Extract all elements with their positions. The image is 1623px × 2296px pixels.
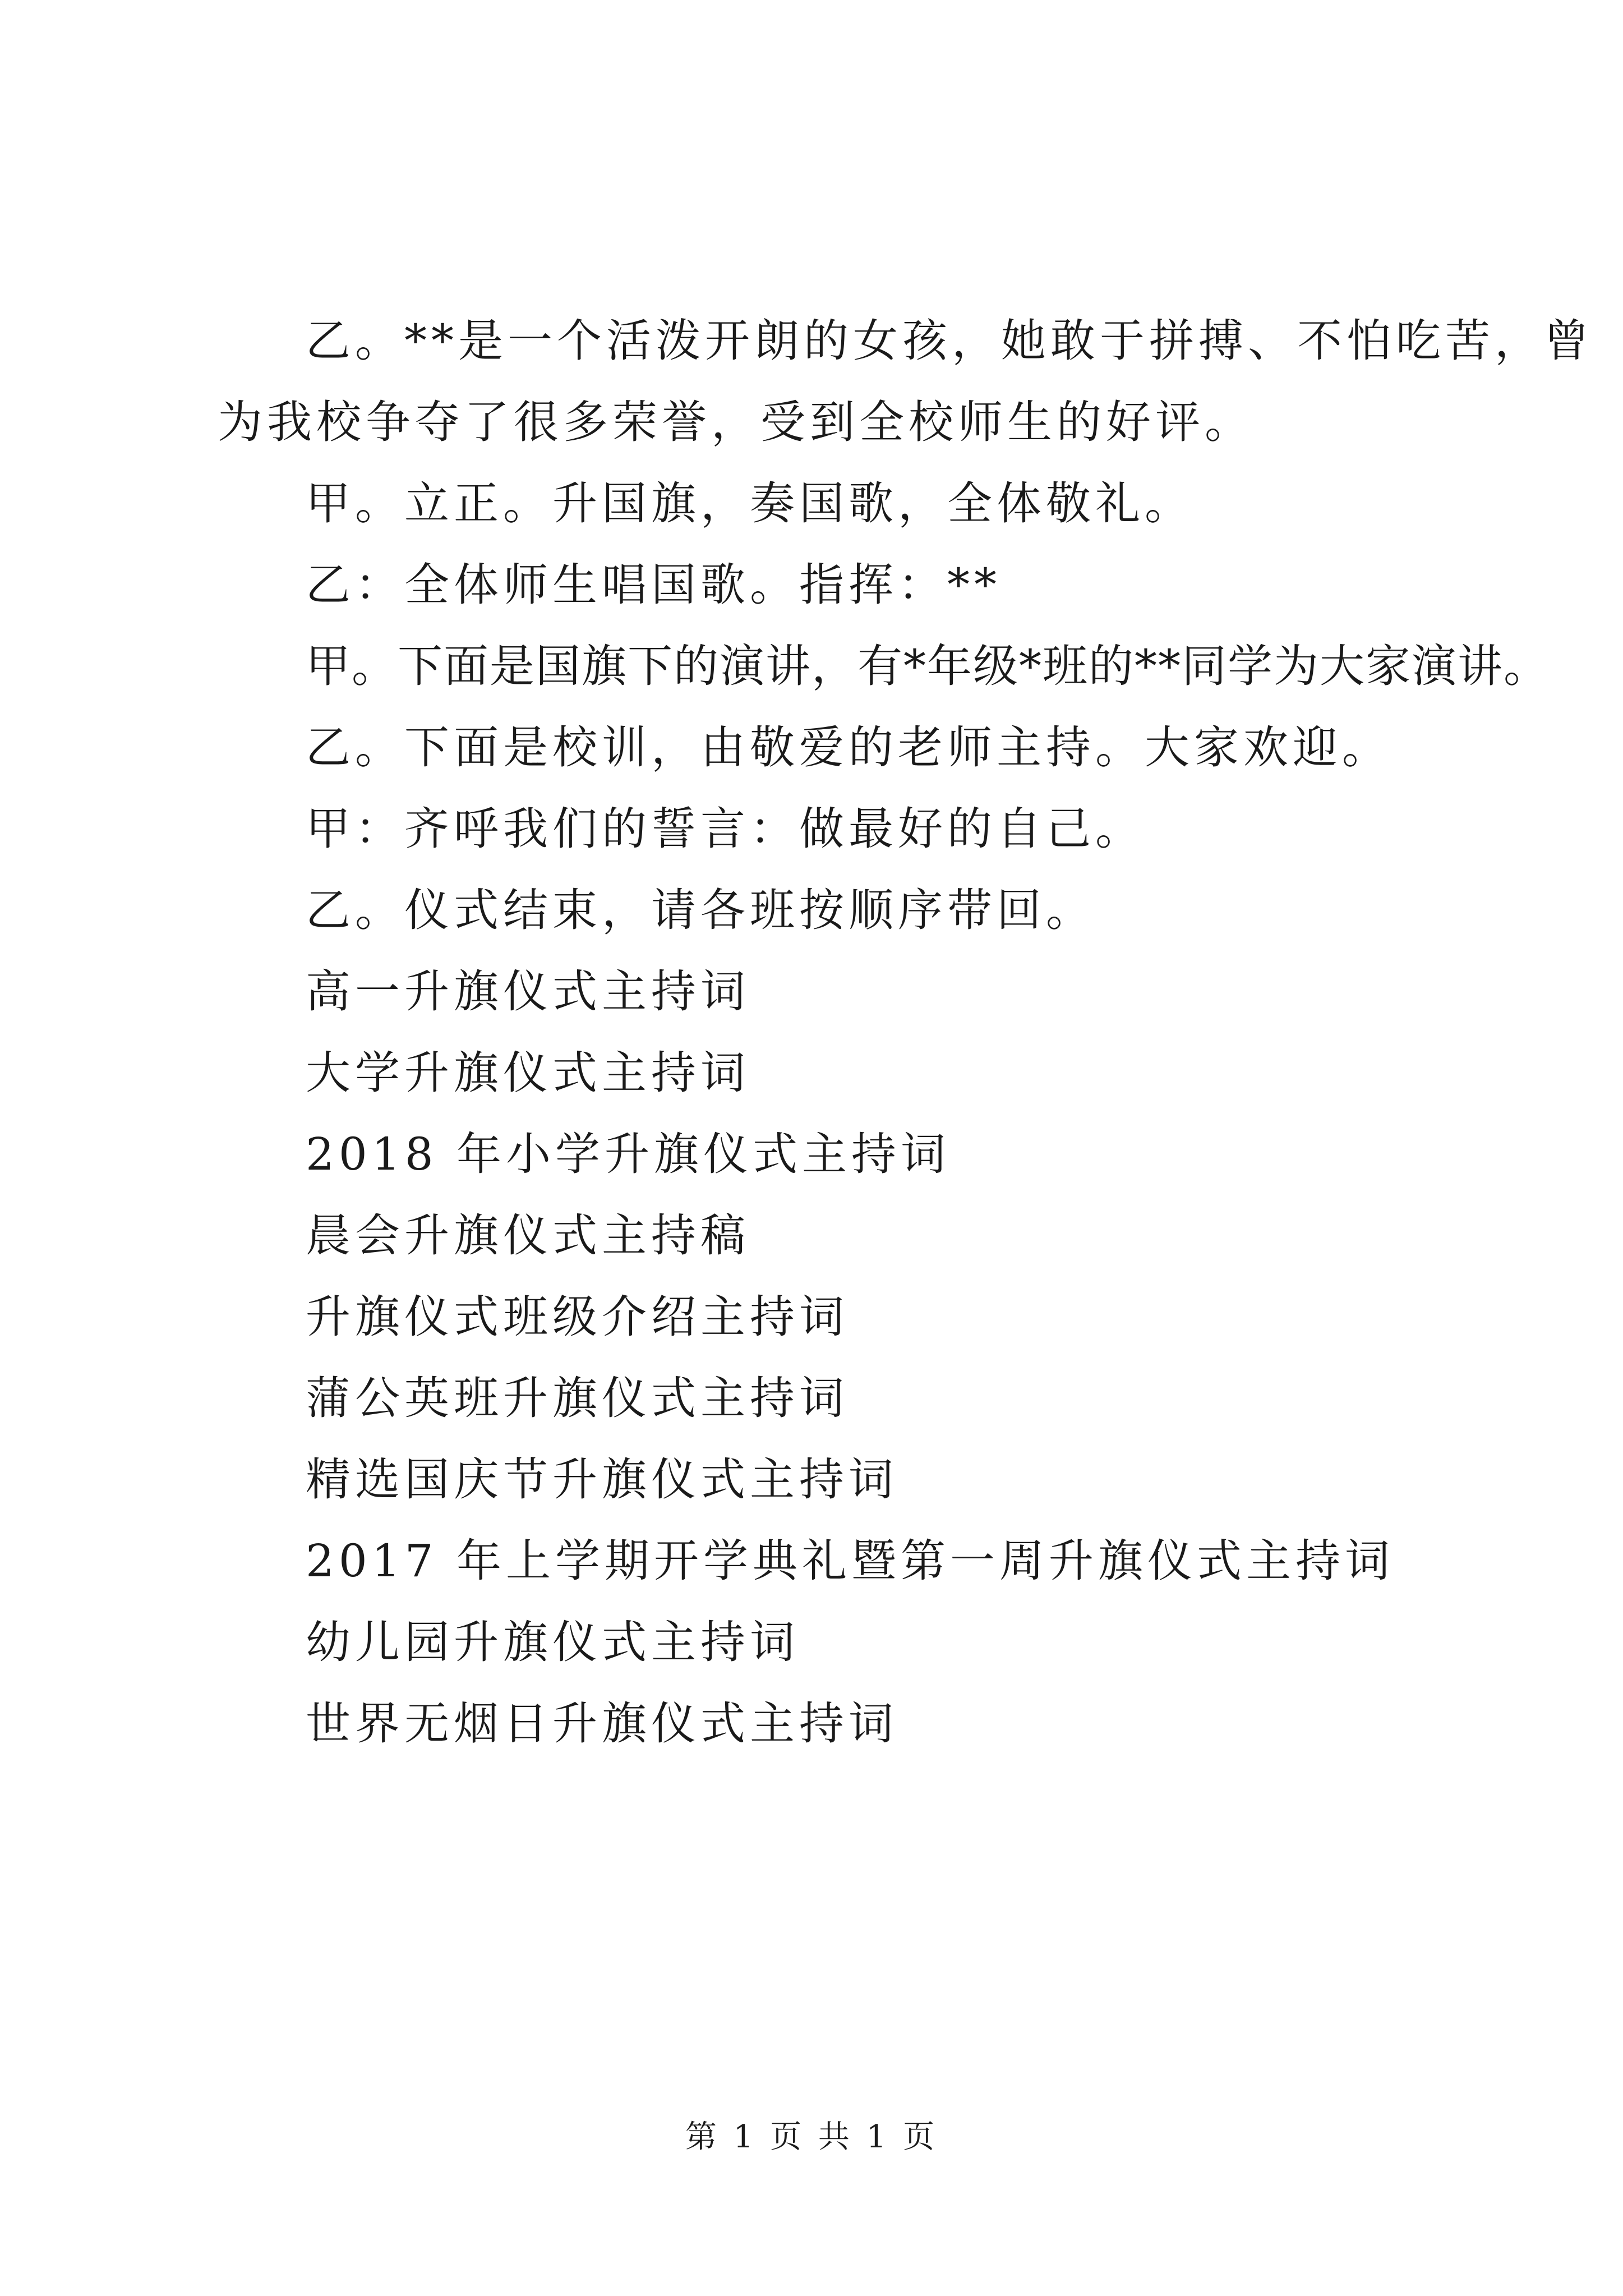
paragraph-line: 乙。**是一个活泼开朗的女孩，她敢于拼搏、不怕吃苦，曾 <box>306 315 1593 367</box>
list-item: 大学升旗仪式主持词 <box>306 1047 750 1099</box>
paragraph-line: 甲。立正。升国旗，奏国歌，全体敬礼。 <box>306 477 1194 530</box>
paragraph-line: 乙。下面是校训，由敬爱的老师主持。大家欢迎。 <box>306 721 1391 774</box>
list-item: 2017 年上学期开学典礼暨第一周升旗仪式主持词 <box>306 1535 1395 1587</box>
paragraph-line: 为我校争夺了很多荣誉，受到全校师生的好评。 <box>218 396 1254 448</box>
list-item: 蒲公英班升旗仪式主持词 <box>306 1372 849 1424</box>
list-item: 升旗仪式班级介绍主持词 <box>306 1291 849 1343</box>
paragraph-line: 乙。仪式结束，请各班按顺序带回。 <box>306 884 1095 936</box>
list-item: 世界无烟日升旗仪式主持词 <box>306 1697 898 1750</box>
list-item: 精选国庆节升旗仪式主持词 <box>306 1453 898 1506</box>
list-item: 幼儿园升旗仪式主持词 <box>306 1616 799 1668</box>
paragraph-line: 甲：齐呼我们的誓言：做最好的自己。 <box>306 803 1145 855</box>
paragraph-line: 甲。下面是国旗下的演讲，有*年级*班的**同学为大家演讲。 <box>306 640 1550 692</box>
paragraph-line: 乙：全体师生唱国歌。指挥：** <box>306 559 1001 611</box>
page-number-footer: 第 1 页 共 1 页 <box>685 2119 938 2155</box>
list-item: 晨会升旗仪式主持稿 <box>306 1209 750 1262</box>
list-item: 2018 年小学升旗仪式主持词 <box>306 1128 951 1180</box>
list-item: 高一升旗仪式主持词 <box>306 965 750 1018</box>
